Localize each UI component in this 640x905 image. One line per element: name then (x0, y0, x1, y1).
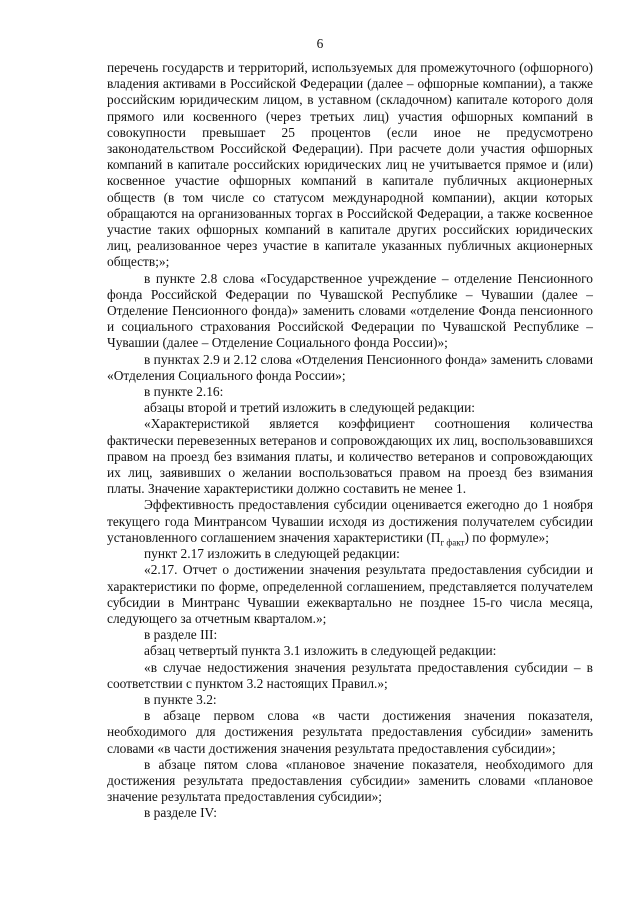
paragraph: абзац четвертый пункта 3.1 изложить в следующей редакции: (144, 643, 497, 659)
paragraph: в абзаце пятом слова «плановое значение показателя, необходимого для достижения результата предоставления субсидии» заменить словами «плановое значение результата предоставления субсидии»; (107, 756, 593, 805)
formula-subscript: г факт (440, 537, 465, 548)
paragraph: в разделе IV: (144, 805, 217, 821)
paragraph: пункт 2.17 изложить в следующей редакции: (144, 546, 400, 562)
paragraph-text-after: ) по формуле»; (464, 529, 549, 545)
paragraph: перечень государств и территорий, используемых для промежуточного (офшорного) владения активами в Российской Федерации (далее – офшорные компании), а также российским юридическим лицом, в уставном (складочном) капитале которого доля прямого или косвенного (через третьих лиц) участия офшорных компаний в совокупности превышает 25 процентов (если иное не предусмотрено законодательством Российской Федерации). При расчете доли участия офшорных компаний в капитале российских юридических лиц не учитывается прямое и (или) косвенное участие офшорных компаний в капитале публичных акционерных обществ (в том числе со статусом международной компании), акции которых обращаются на организованных торгах в Российской Федерации, а также косвенное участие таких офшорных компаний в капитале других российских юридических лиц, реализованное через участие в капитале указанных публичных акционерных обществ;»; (107, 60, 593, 270)
paragraph: в пункте 2.16: (144, 384, 224, 400)
paragraph: в пункте 3.2: (144, 691, 217, 707)
paragraph-text: Эффективность предоставления субсидии оценивается ежегодно до 1 ноября текущего года Минтрансом Чувашии исходя из достижения получателем субсидии установленного соглашением значения характеристики (П (107, 497, 593, 545)
paragraph-formula (107, 497, 593, 546)
paragraph: «2.17. Отчет о достижении значения результата предоставления субсидии и характеристики по форме, определенной соглашением, представляется получателем субсидии в Минтранс Чувашии ежеквартально не позднее 15-го числа месяца, следующего за отчетным кварталом.»; (107, 562, 593, 626)
page-number: 6 (316, 36, 324, 51)
paragraph: «в случае недостижения значения результата предоставления субсидии – в соответствии с пунктом 3.2 настоящих Правил.»; (107, 659, 593, 691)
document-body (107, 60, 593, 822)
paragraph: в пунктах 2.9 и 2.12 слова «Отделения Пенсионного фонда» заменить словами «Отделения Социального фонда России»; (107, 351, 593, 383)
paragraph: «Характеристикой является коэффициент соотношения количества фактически перевезенных ветеранов и сопровождающих их лиц, воспользовавшихся правом на проезд без взимания платы, и количество ветеранов и сопровождающих их лиц, заявивших о желании воспользоваться правом на проезд без взимания платы. Значение характеристики должно составить не менее 1. (107, 416, 593, 497)
paragraph: в разделе III: (144, 627, 218, 643)
paragraph: в пункте 2.8 слова «Государственное учреждение – отделение Пенсионного фонда Российской Федерации по Чувашской Республике – Чувашии (далее – Отделение Пенсионного фонда)» заменить словами «отделение Фонда пенсионного и социального страхования Российской Федерации по Чувашской Республике – Чувашии (далее – Отделение Социального фонда России)»; (107, 270, 593, 351)
paragraph: абзацы второй и третий изложить в следующей редакции: (144, 400, 475, 416)
paragraph: в абзаце первом слова «в части достижения значения показателя, необходимого для достижения результата предоставления субсидии» заменить словами «в части достижения значения результата предоставления субсидии»; (107, 708, 593, 756)
